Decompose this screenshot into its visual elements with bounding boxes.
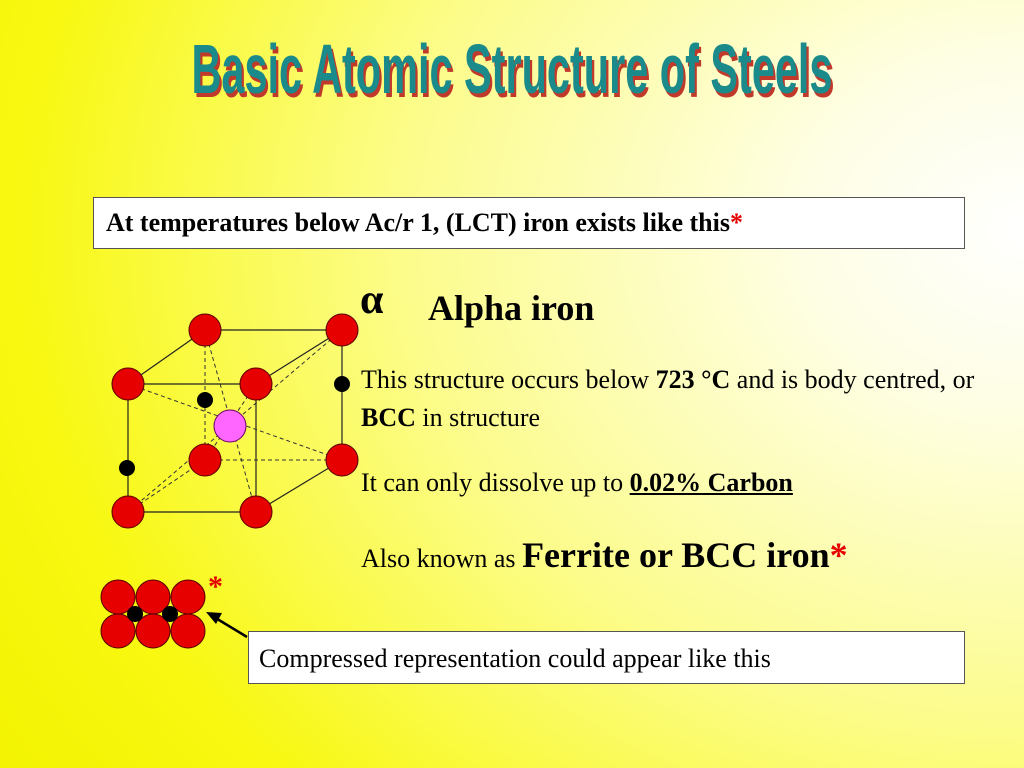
carbon-atom bbox=[334, 376, 350, 392]
carbon-atom bbox=[197, 392, 213, 408]
bcc-term: BCC bbox=[361, 403, 416, 432]
iron-atom bbox=[112, 368, 144, 400]
para1-text-a: This structure occurs below bbox=[361, 365, 656, 394]
compressed-note-text: Compressed representation could appear like this bbox=[259, 644, 771, 673]
carbon-value: 0.02% Carbon bbox=[629, 468, 793, 497]
compressed-structure bbox=[101, 580, 205, 648]
carbon-atom bbox=[162, 606, 178, 622]
ferrite-star: * bbox=[829, 535, 848, 575]
iron-atom bbox=[240, 368, 272, 400]
carbon-atom bbox=[127, 606, 143, 622]
pointer-arrow bbox=[206, 612, 247, 637]
para3-text: Also known as bbox=[361, 544, 523, 573]
ferrite-name: Ferrite or BCC iron bbox=[522, 535, 830, 575]
iron-atom bbox=[326, 444, 358, 476]
iron-atom bbox=[112, 496, 144, 528]
para1-text-c: in structure bbox=[415, 403, 541, 432]
iron-atoms-back bbox=[189, 314, 358, 476]
alpha-iron-heading: Alpha iron bbox=[428, 288, 595, 328]
page-title: Basic Atomic Structure of Steels bbox=[191, 29, 833, 108]
compressed-star: * bbox=[208, 570, 223, 603]
para2-text: It can only dissolve up to bbox=[361, 468, 630, 497]
temperature-value: 723 °C bbox=[655, 365, 731, 394]
iron-atom bbox=[189, 314, 221, 346]
carbon-atom bbox=[119, 460, 135, 476]
iron-atoms-front bbox=[112, 368, 272, 528]
center-iron-atom bbox=[214, 410, 246, 442]
iron-atom bbox=[326, 314, 358, 346]
compressed-note-box bbox=[248, 631, 965, 684]
iron-atom bbox=[189, 444, 221, 476]
iron-atom bbox=[240, 496, 272, 528]
temperature-note-text: At temperatures below Ac/r 1, (LCT) iron exists like this bbox=[106, 208, 730, 237]
para1-text-b: and is body centred, or bbox=[730, 365, 975, 394]
note-star: * bbox=[729, 208, 743, 237]
alpha-symbol: α bbox=[360, 277, 384, 323]
